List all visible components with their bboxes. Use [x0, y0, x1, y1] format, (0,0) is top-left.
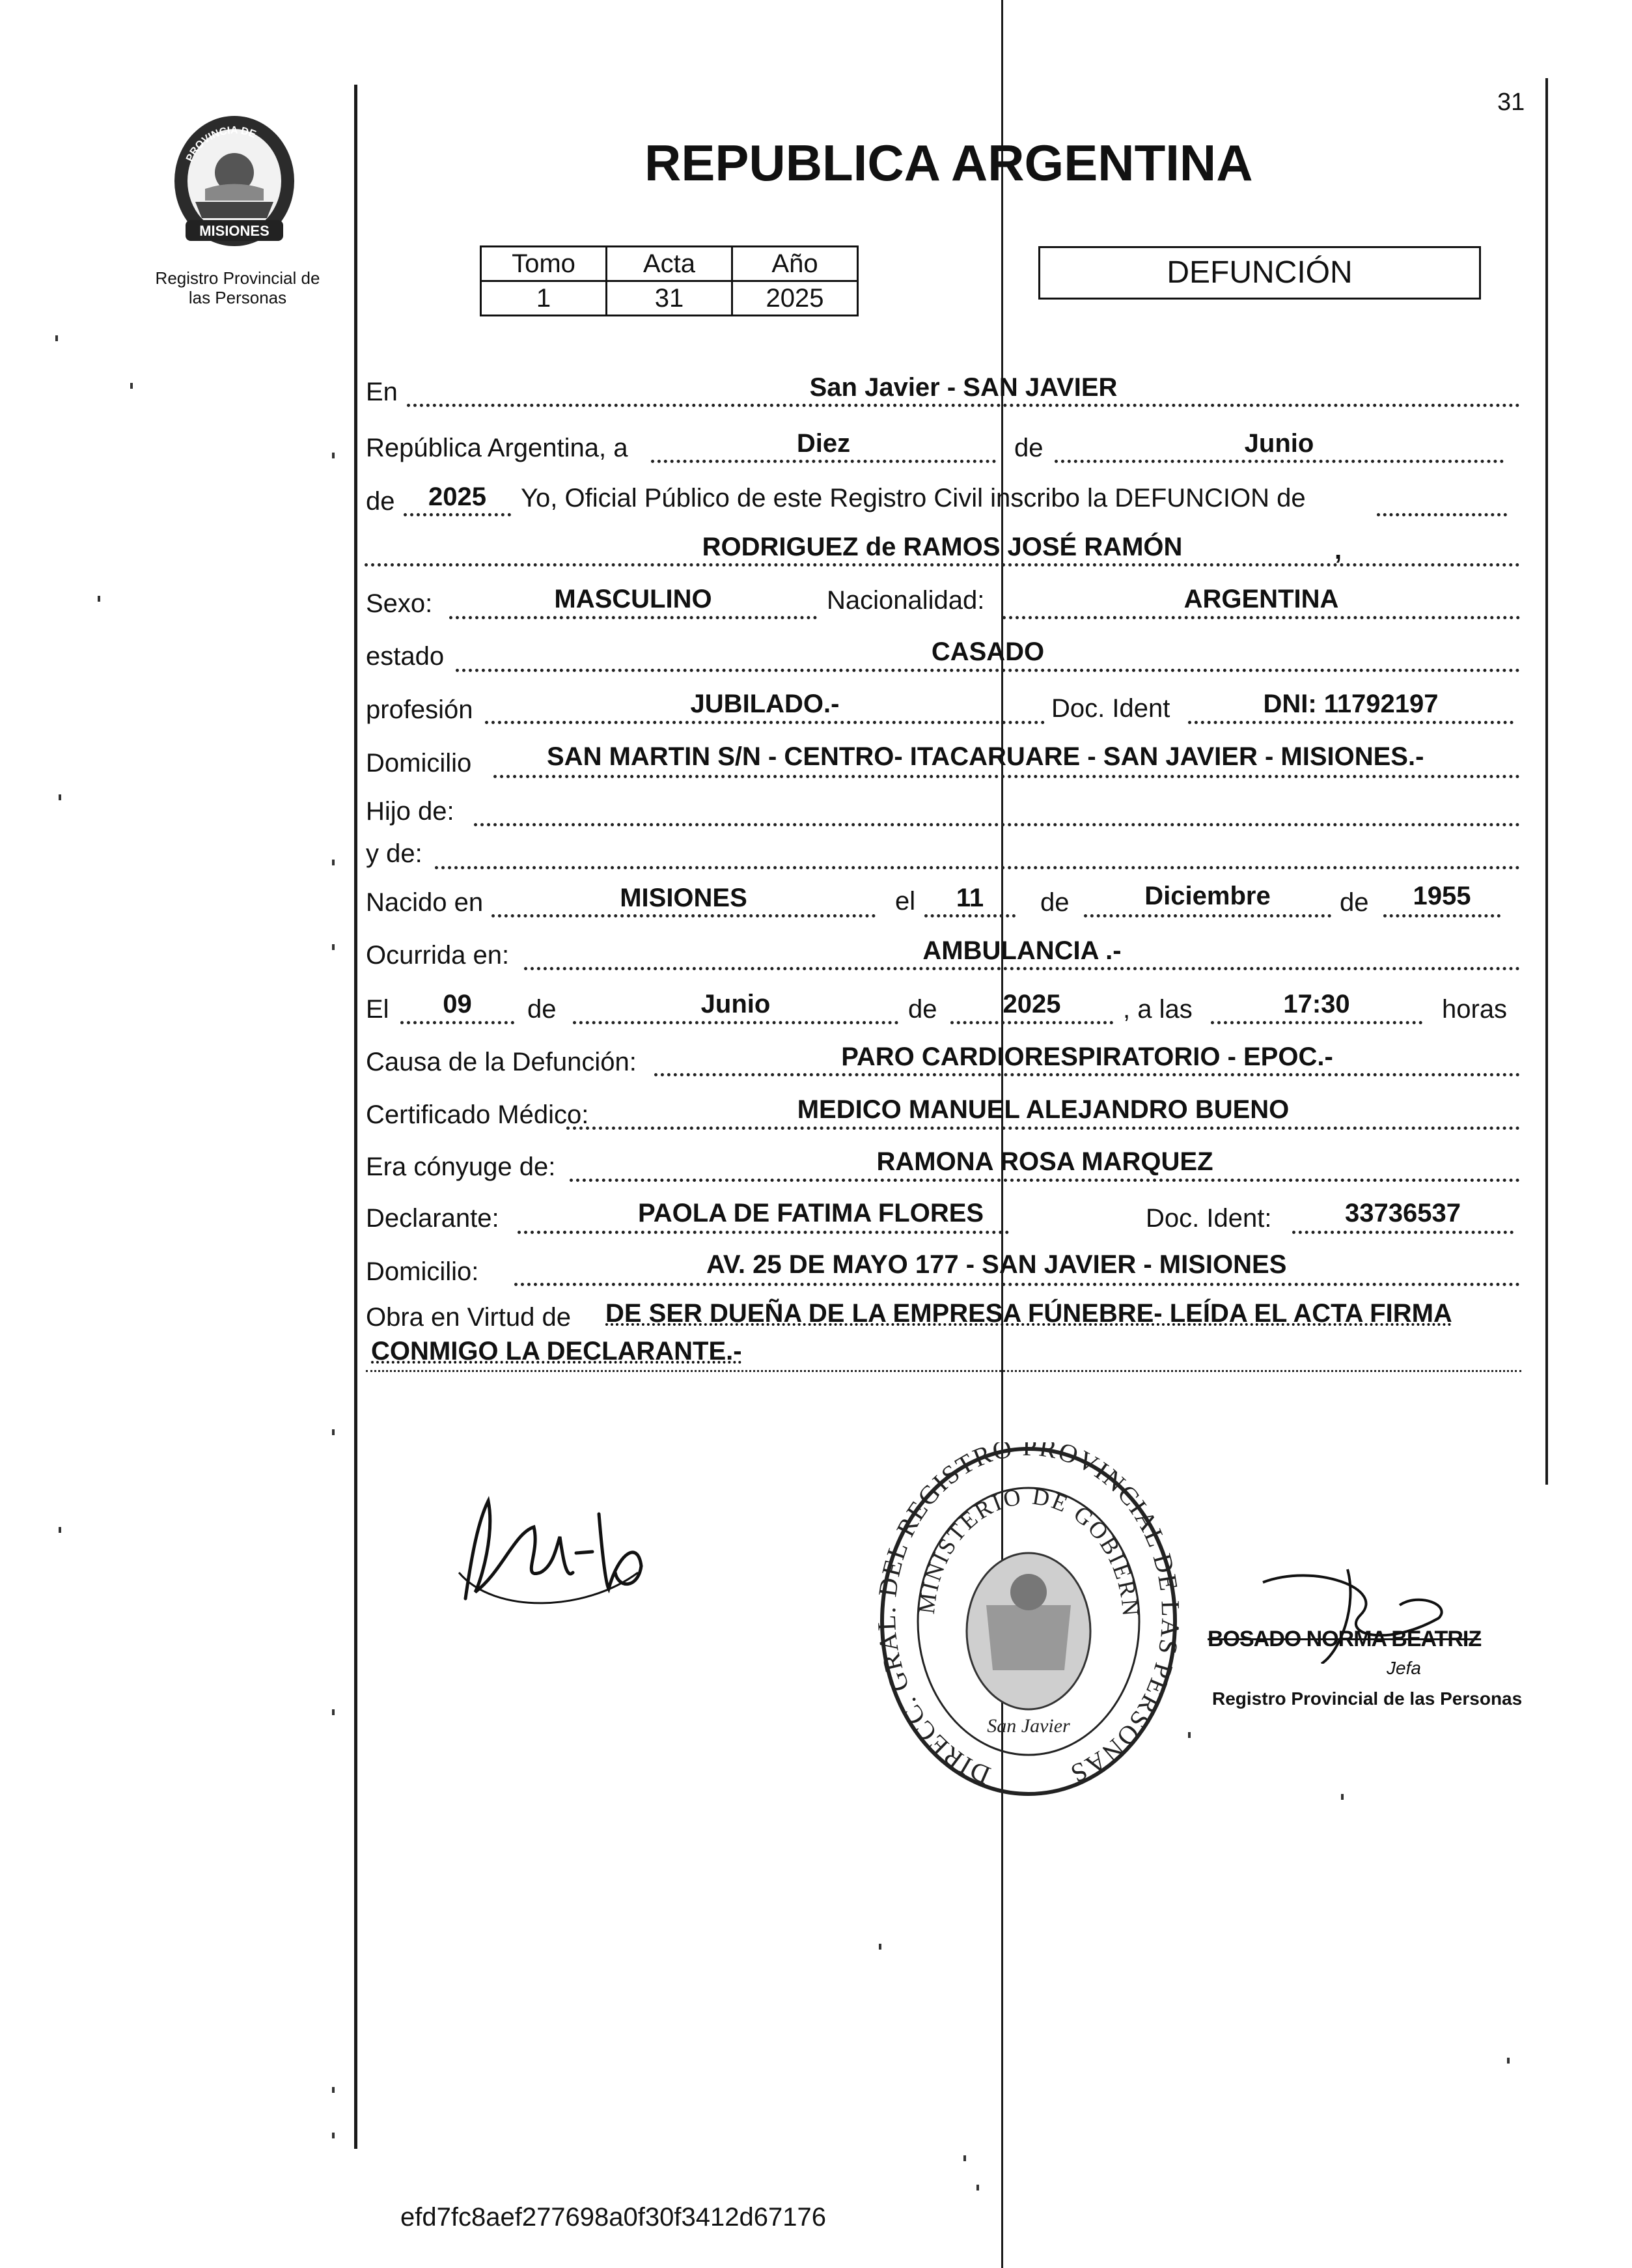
- anio-value: 2025: [428, 483, 486, 511]
- domicilio2-dotline: [514, 1283, 1520, 1286]
- oficial-text: Yo, Oficial Público de este Registro Civil inscribo la DEFUNCION de: [521, 484, 1306, 512]
- mes-value: Junio: [1244, 429, 1314, 458]
- scan-speck: [55, 335, 58, 341]
- nac-dia-dotline: [924, 914, 1016, 917]
- republica-label: República Argentina, a: [366, 434, 628, 462]
- record-table-header-row: [481, 247, 858, 281]
- fold-line: [1001, 0, 1003, 2268]
- left-margin-line: [354, 85, 357, 2149]
- nac-dia-value: 11: [956, 884, 984, 912]
- nac-mes-dotline: [1084, 914, 1331, 917]
- scan-speck: [1341, 1794, 1344, 1800]
- right-margin-line: [1545, 78, 1548, 1485]
- declarante-dotline: [518, 1231, 1009, 1234]
- estado-value: CASADO: [931, 637, 1045, 666]
- nacido-lugar-value: MISIONES: [620, 884, 747, 912]
- de-label-2: de: [366, 487, 395, 516]
- stamp-city: San Javier: [987, 1715, 1070, 1737]
- nacido-lugar-dotline: [491, 914, 876, 917]
- scan-speck: [130, 383, 133, 389]
- logo-caption-line1: Registro Provincial de: [155, 268, 320, 288]
- nacionalidad-value: ARGENTINA: [1183, 585, 1339, 613]
- hora-dotline: [1211, 1021, 1422, 1024]
- conyuge-dotline: [570, 1179, 1520, 1182]
- de-label: de: [1014, 434, 1044, 462]
- stamp-outer-text: DIRECC. GR DEL REGISTRO PROVINCIAL DE S PERSONAS: [876, 1442, 1182, 1791]
- scan-speck: [332, 860, 335, 865]
- ocurrida-value: AMBULANCIA .-: [922, 936, 1122, 965]
- declarante-label: Declarante:: [366, 1204, 499, 1233]
- sexo-dotline: [449, 616, 817, 619]
- logo-arc-text: PROVINCIA DE: [184, 124, 258, 163]
- profesion-label: profesión: [366, 695, 473, 724]
- nacido-label: Nacido en: [366, 888, 484, 917]
- yde-label: y de:: [366, 839, 422, 868]
- profesion-dotline: [485, 721, 1045, 724]
- anio-dotline: [404, 513, 511, 516]
- el-label-2: El: [366, 995, 389, 1024]
- def-dia-dotline: [400, 1021, 514, 1024]
- domicilio-label: Domicilio: [366, 749, 472, 777]
- sexo-value: MASCULINO: [554, 585, 712, 613]
- nac-mes-value: Diciembre: [1144, 882, 1271, 910]
- anio-header: Año: [732, 247, 858, 281]
- scan-speck: [879, 1944, 881, 1950]
- causa-value: PARO CARDIORESPIRATORIO - EPOC.-: [841, 1043, 1333, 1071]
- nacionalidad-label: Nacionalidad:: [827, 586, 985, 615]
- en-label: En: [366, 378, 398, 406]
- sexo-label: Sexo:: [366, 589, 433, 618]
- scan-speck: [1188, 1732, 1191, 1738]
- official-stamp: [876, 1442, 1182, 1800]
- domicilio-value: SAN MARTIN S/N - CENTRO- ITACARUARE - SAN JAVIER - MISIONES.-: [547, 742, 1424, 771]
- ocurrida-label: Ocurrida en:: [366, 941, 510, 970]
- logo-banner-text: MISIONES: [199, 223, 270, 239]
- nombre-dotline: [365, 563, 1520, 567]
- de-label-b: de: [1340, 888, 1369, 917]
- scan-speck: [332, 944, 335, 950]
- scan-speck: [332, 1709, 335, 1715]
- tomo-header: Tomo: [481, 247, 607, 281]
- certificado-label: Certificado Médico:: [366, 1100, 589, 1129]
- el-label: el: [895, 887, 916, 916]
- dia-dotline: [651, 460, 996, 463]
- scan-speck: [59, 794, 61, 800]
- ocurrida-dotline: [524, 967, 1520, 970]
- domicilio2-value: AV. 25 DE MAYO 177 - SAN JAVIER - MISIONES: [706, 1250, 1287, 1279]
- declarante-value: PAOLA DE FATIMA FLORES: [638, 1199, 984, 1227]
- estado-dotline: [456, 669, 1520, 672]
- page-title: REPUBLICA ARGENTINA: [644, 134, 1253, 191]
- conyuge-value: RAMONA ROSA MARQUEZ: [876, 1147, 1213, 1176]
- dia-texto-value: Diez: [796, 429, 851, 458]
- hora-value: 17:30: [1283, 990, 1350, 1018]
- scan-speck: [976, 2185, 979, 2191]
- scan-speck: [1507, 2058, 1510, 2064]
- logo-caption: [137, 268, 339, 307]
- en-dotline: [407, 404, 1520, 407]
- record-table: [480, 245, 859, 316]
- certificado-dotline: [566, 1127, 1520, 1130]
- record-type-box: DEFUNCIÓN: [1038, 246, 1481, 300]
- nombre-comma: ,: [1335, 536, 1342, 565]
- scan-speck: [332, 453, 335, 458]
- def-mes-dotline: [573, 1021, 898, 1024]
- nac-anio-value: 1955: [1413, 882, 1471, 910]
- scan-speck: [59, 1527, 61, 1533]
- province-coat-of-arms-logo: [159, 104, 309, 254]
- doc-label: Doc. Ident: [1051, 694, 1170, 723]
- acta-header: Acta: [607, 247, 732, 281]
- conyuge-label: Era cónyuge de:: [366, 1153, 556, 1181]
- acta-value: 31: [607, 281, 732, 316]
- oficial-dotline: [1377, 513, 1507, 516]
- anio-value: 2025: [732, 281, 858, 316]
- certificado-value: MEDICO MANUEL ALEJANDRO BUENO: [797, 1095, 1290, 1124]
- document-hash: efd7fc8aef277698a0f30f3412d67176: [400, 2203, 826, 2232]
- obra-line-2: CONMIGO LA DECLARANTE.-: [371, 1337, 742, 1365]
- scan-speck: [98, 596, 100, 602]
- de-label-d: de: [908, 995, 937, 1024]
- stamp-inner-text: MINISTERIO DE GOBIERN: [913, 1483, 1144, 1619]
- official-name: BOSADO NORMA BEATRIZ: [1208, 1627, 1482, 1651]
- hijo-label: Hijo de:: [366, 797, 454, 826]
- def-dia-value: 09: [443, 990, 472, 1018]
- def-mes-value: Junio: [700, 990, 771, 1018]
- de-label-a: de: [1040, 888, 1070, 917]
- doc2-value: 33736537: [1345, 1199, 1461, 1227]
- domicilio-dotline: [493, 775, 1520, 778]
- def-anio-value: 2025: [1003, 990, 1061, 1018]
- scan-speck: [332, 2087, 335, 2093]
- estado-label: estado: [366, 642, 445, 671]
- hijo-dotline: [474, 823, 1520, 826]
- page-number: 31: [1497, 89, 1525, 116]
- de-label-c: de: [527, 995, 557, 1024]
- official-role: Jefa: [1387, 1658, 1421, 1678]
- lugar-value: San Javier - SAN JAVIER: [809, 373, 1118, 402]
- scan-speck: [963, 2155, 966, 2161]
- tomo-value: 1: [481, 281, 607, 316]
- doc-value: DNI: 11792197: [1263, 690, 1439, 718]
- nacionalidad-dotline: [1003, 616, 1520, 619]
- causa-label: Causa de la Defunción:: [366, 1048, 637, 1076]
- mes-dotline: [1055, 460, 1504, 463]
- nac-anio-dotline: [1383, 914, 1501, 917]
- record-table-value-row: [481, 281, 858, 316]
- scan-speck: [332, 2133, 335, 2138]
- obra-end-line: [366, 1370, 1521, 1372]
- declarant-signature: [443, 1475, 657, 1618]
- doc2-dotline: [1292, 1231, 1514, 1234]
- obra-label: Obra en Virtud de: [366, 1303, 572, 1332]
- profesion-value: JUBILADO.-: [690, 690, 840, 718]
- alas-label: , a las: [1123, 995, 1193, 1024]
- causa-dotline: [654, 1073, 1520, 1076]
- obra-line-1: DE SER DUEÑA DE LA EMPRESA FÚNEBRE- LEÍDA EL ACTA FIRMA: [605, 1299, 1452, 1328]
- official-office: Registro Provincial de las Personas: [1212, 1688, 1523, 1709]
- doc2-label: Doc. Ident:: [1146, 1204, 1272, 1233]
- doc-dotline: [1188, 721, 1514, 724]
- nombre-value: RODRIGUEZ de RAMOS JOSÉ RAMÓN: [702, 533, 1183, 561]
- def-anio-dotline: [950, 1021, 1113, 1024]
- logo-caption-line2: las Personas: [188, 288, 287, 307]
- scan-speck: [332, 1429, 335, 1435]
- horas-label: horas: [1442, 995, 1508, 1024]
- yde-dotline: [435, 866, 1520, 869]
- domicilio2-label: Domicilio:: [366, 1257, 479, 1286]
